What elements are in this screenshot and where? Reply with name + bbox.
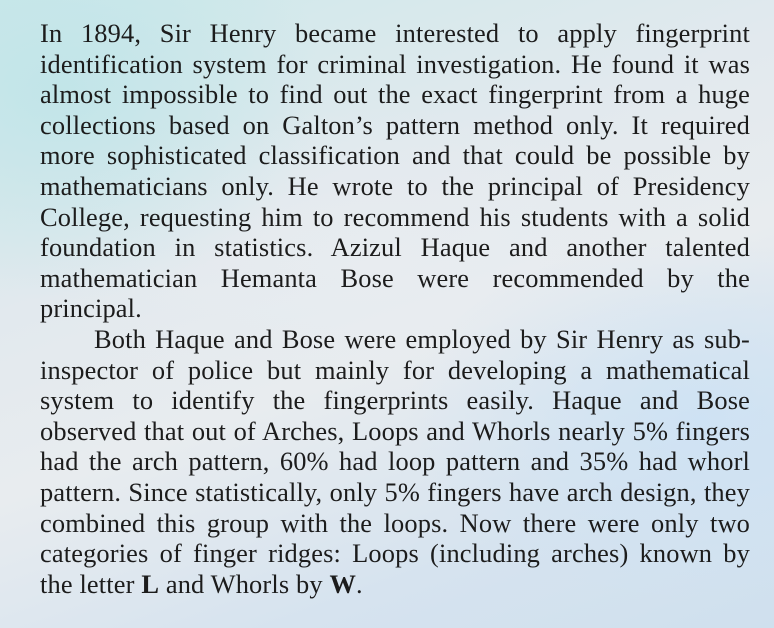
paragraph-2-text: Both Haque and Bose were employed by Sir Henry as sub-inspector of police but mainly for developing a mathematical system to identify the fingerprints easily. Haque and Bose observed that out of Arches, Loops and Whorls nearly 5% fingers had the arch pattern, 60% had loop pattern and 35% had whorl pattern. Since statistically, only 5% fingers have arch design, they combined this group with the loops. Now there were only two categories of finger ridges: Loops (including arches) known by the letter	[40, 323, 750, 599]
paragraph-2-middle: and Whorls by	[159, 568, 330, 599]
letter-l: L	[141, 568, 160, 599]
letter-w: W	[329, 568, 356, 599]
paragraph-2	[40, 324, 750, 599]
paragraph-1-text: In 1894, Sir Henry became interested to apply fingerprint identification system for criminal investigation. He found it was almost impossible to find out the exact fingerprint from a huge collections based on Galton’s pattern method only. It required more sophisticated classification and that could be possible by mathematicians only. He wrote to the principal of Presidency College, requesting him to recommend his students with a solid foundation in statistics. Azizul Haque and another talented mathematician Hemanta Bose were recommended by the principal.	[40, 18, 750, 324]
paragraph-1	[40, 18, 750, 324]
paragraph-2-end: .	[355, 568, 363, 599]
document-body	[40, 18, 750, 599]
